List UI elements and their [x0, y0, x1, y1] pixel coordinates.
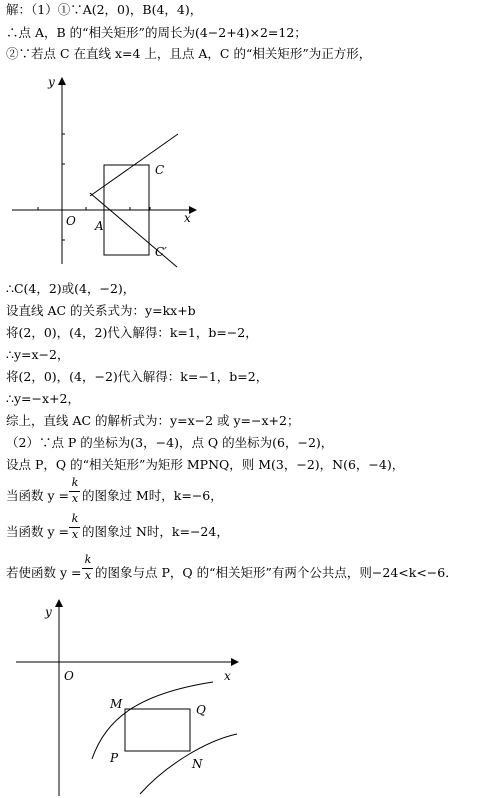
frac-2-num: k	[71, 512, 79, 525]
line-ac	[90, 134, 178, 196]
text-line-6: 将(2，0)，(4，2)代入解得：k=1，b=−2，	[6, 325, 258, 340]
frac-1-num: k	[71, 476, 79, 489]
func-line-3-pre: 若使函数 y =	[6, 565, 82, 580]
func-line-3-post: 的图象与点 P，Q 的“相关矩形”有两个公共点，则−24<k<−6．	[95, 565, 458, 580]
text-line-9: ∴y=−x+2，	[6, 391, 80, 406]
text-line-10: 综上，直线 AC 的解析式为：y=x−2 或 y=−x+2；	[6, 413, 300, 428]
text-line-2: ∴点 A，B 的“相关矩形”的周长为(4−2+4)×2=12；	[6, 25, 307, 40]
frac-1-den: x	[71, 492, 79, 505]
rectangle-mpnq	[125, 709, 190, 751]
text-line-7: ∴y=x−2，	[6, 347, 70, 362]
fig1-point-c-prime: C′	[155, 245, 167, 259]
fig2-point-q: Q	[196, 703, 206, 717]
text-line-12: 设点 P，Q 的“相关矩形”为矩形 MPNQ，则 M(3，−2)，N(6，−4)，	[6, 457, 405, 472]
func-line-1-post: 的图象过 M时，k=−6，	[82, 488, 223, 503]
hyperbola-through-m	[92, 682, 213, 759]
fig2-origin-label: O	[64, 669, 74, 683]
frac-3-den: x	[84, 569, 92, 582]
fig2-point-p: P	[110, 751, 119, 765]
text-line-4: ∴C(4，2)或(4，−2)，	[6, 281, 136, 296]
fig2-x-label: x	[224, 669, 231, 683]
text-line-8: 将(2，0)，(4，−2)代入解得：k=−1，b=2，	[6, 369, 269, 384]
fig1-point-a: A	[95, 219, 104, 233]
fig1-y-label: y	[48, 75, 55, 89]
func-line-2-pre: 当函数 y =	[6, 524, 69, 539]
text-line-1: 解：（1）①∵A(2，0)，B(4，4)，	[6, 2, 203, 17]
frac-3-num: k	[84, 553, 92, 566]
fig2-point-n: N	[192, 757, 203, 771]
fig1-x-label: x	[184, 211, 191, 225]
func-line-1-pre: 当函数 y =	[6, 488, 69, 503]
fig2-y-label: y	[45, 605, 52, 619]
fig1-origin-label: O	[66, 214, 76, 228]
frac-2-den: x	[71, 528, 79, 541]
figure-1-coordinate-plot	[0, 72, 220, 272]
text-line-5: 设直线 AC 的关系式为：y=kx+b	[6, 303, 196, 318]
square-upper	[104, 165, 149, 210]
fig2-point-m: M	[110, 697, 123, 711]
text-line-3: ②∵若点 C 在直线 x=4 上，且点 A，C 的“相关矩形”为正方形，	[6, 46, 372, 61]
func-line-2-post: 的图象过 N时，k=−24，	[82, 524, 229, 539]
square-lower	[104, 210, 149, 255]
fig1-point-c: C	[155, 163, 165, 177]
text-line-11: （2）∵点 P 的坐标为(3，−4)，点 Q 的坐标为(6，−2)，	[6, 435, 334, 450]
figure-2-coordinate-plot	[0, 596, 250, 798]
hyperbola-through-n	[140, 734, 237, 794]
